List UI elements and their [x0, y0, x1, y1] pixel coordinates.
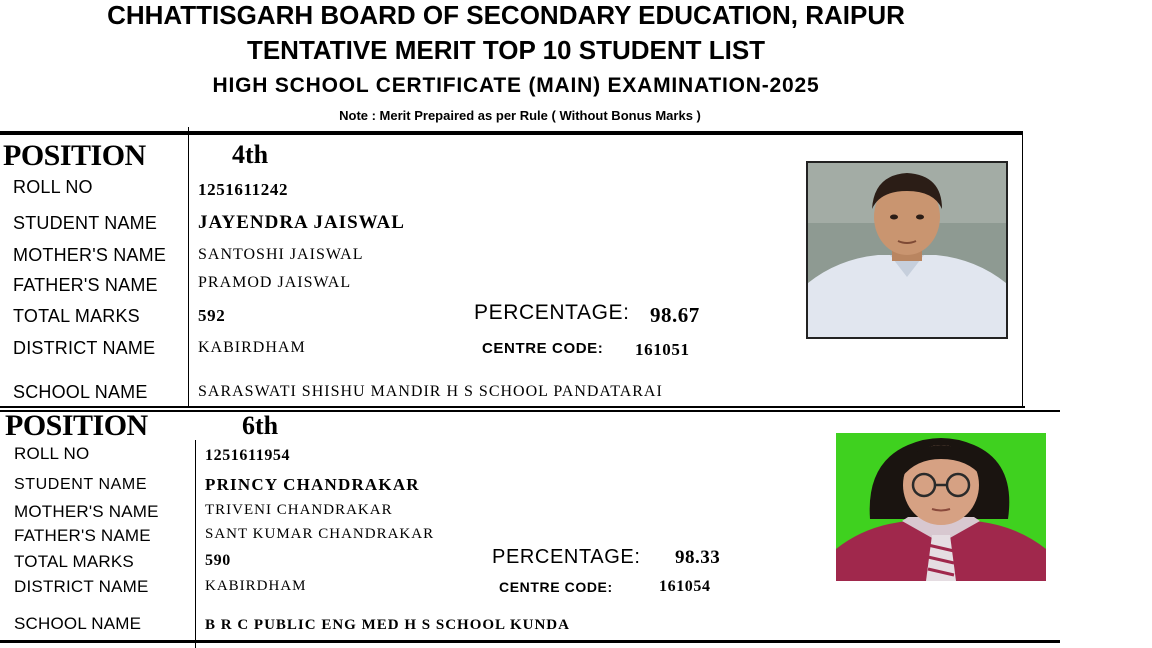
roll-no-value: 1251611954	[205, 447, 291, 464]
student-name-value: PRINCY CHANDRAKAR	[205, 475, 420, 494]
percentage-label: PERCENTAGE:	[474, 301, 630, 324]
school-name-value: B R C PUBLIC ENG MED H S SCHOOL KUNDA	[205, 617, 570, 633]
card-1-top-border	[0, 131, 1023, 135]
total-marks-value: 590	[205, 552, 231, 569]
position-label: POSITION	[5, 409, 148, 442]
girl-portrait	[836, 433, 1046, 581]
percentage-value: 98.33	[675, 547, 721, 568]
roll-no-label: ROLL NO	[13, 177, 93, 197]
district-name-label: DISTRICT NAME	[13, 338, 156, 358]
student-photo	[836, 433, 1046, 581]
position-label: POSITION	[3, 139, 146, 172]
mothers-name-value: TRIVENI CHANDRAKAR	[205, 502, 393, 518]
card-2-top-border	[0, 410, 1060, 412]
school-name-label: SCHOOL NAME	[13, 382, 148, 402]
card-1-bottom-border	[0, 406, 1025, 408]
student-photo	[806, 161, 1008, 339]
centre-code-label: CENTRE CODE:	[482, 340, 604, 357]
percentage-label: PERCENTAGE:	[492, 546, 641, 568]
merit-note: Note : Merit Prepaired as per Rule ( Without Bonus Marks )	[339, 108, 701, 123]
fathers-name-label: FATHER'S NAME	[13, 275, 158, 295]
board-title: CHHATTISGARH BOARD OF SECONDARY EDUCATION, RAIPUR	[107, 0, 905, 30]
centre-code-value: 161051	[635, 340, 690, 359]
mothers-name-value: SANTOSHI JAISWAL	[198, 246, 364, 263]
centre-code-label: CENTRE CODE:	[499, 579, 613, 595]
student-name-label: STUDENT NAME	[14, 476, 148, 493]
card-2-bottom-border	[0, 640, 1060, 643]
fathers-name-label: FATHER'S NAME	[14, 526, 151, 545]
roll-no-value: 1251611242	[198, 180, 289, 199]
card-1-right-border	[1022, 131, 1023, 408]
position-value: 4th	[232, 140, 269, 169]
district-name-value: KABIRDHAM	[198, 339, 306, 356]
boy-portrait	[808, 163, 1006, 337]
centre-code-value: 161054	[659, 578, 711, 595]
student-name-label: STUDENT NAME	[13, 213, 158, 233]
total-marks-label: TOTAL MARKS	[13, 306, 140, 326]
fathers-name-value: PRAMOD JAISWAL	[198, 274, 352, 291]
exam-title: HIGH SCHOOL CERTIFICATE (MAIN) EXAMINATION-2025	[212, 74, 820, 97]
district-name-value: KABIRDHAM	[205, 578, 307, 594]
school-name-label: SCHOOL NAME	[14, 614, 142, 633]
merit-list-title: TENTATIVE MERIT TOP 10 STUDENT LIST	[246, 35, 766, 65]
school-name-value: SARASWATI SHISHU MANDIR H S SCHOOL PANDATARAI	[198, 383, 663, 400]
total-marks-value: 592	[198, 306, 226, 325]
roll-no-label: ROLL NO	[14, 444, 90, 463]
card-2-divider	[195, 440, 196, 648]
mothers-name-label: MOTHER'S NAME	[14, 502, 159, 521]
district-name-label: DISTRICT NAME	[14, 577, 149, 596]
mothers-name-label: MOTHER'S NAME	[13, 245, 167, 265]
position-value: 6th	[242, 411, 279, 440]
percentage-value: 98.67	[650, 303, 700, 327]
fathers-name-value: SANT KUMAR CHANDRAKAR	[205, 526, 435, 542]
total-marks-label: TOTAL MARKS	[14, 552, 134, 571]
student-name-value: JAYENDRA JAISWAL	[198, 212, 405, 233]
card-1-divider	[188, 127, 189, 408]
